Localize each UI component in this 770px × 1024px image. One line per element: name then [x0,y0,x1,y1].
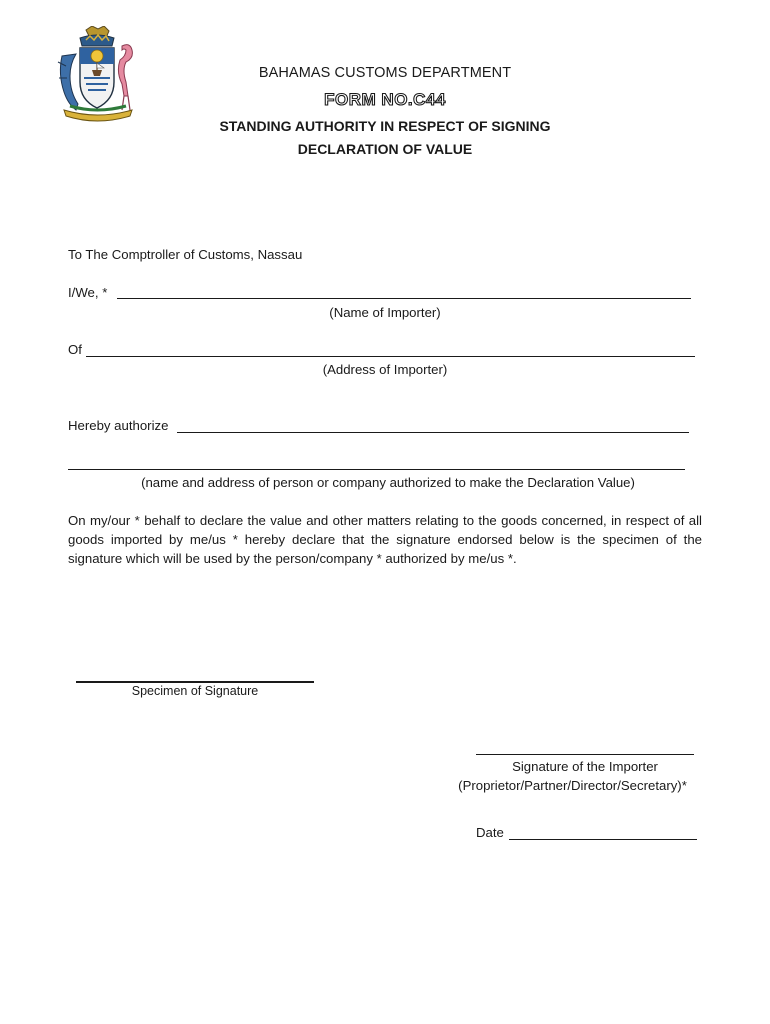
specimen-signature-field[interactable] [76,681,314,683]
authorized-person-field[interactable] [177,432,689,433]
importer-roles-caption: (Proprietor/Partner/Director/Secretary)* [458,778,687,793]
form-title-line1: STANDING AUTHORITY IN RESPECT OF SIGNING [219,118,551,134]
importer-address-field[interactable] [86,356,695,357]
date-field[interactable] [509,839,697,840]
declaration-paragraph: On my/our * behalf to declare the value and other matters relating to the goods concerned, in respect of all goods imported by me/us * hereby declare that the signature endorsed below is the specimen of the signature which will be used by the person/company * authorized by me/us *. [68,513,702,566]
importer-name-caption: (Name of Importer) [329,305,441,320]
form-title-line2: DECLARATION OF VALUE [297,141,473,157]
of-label: Of [68,342,82,357]
form-number: FORM NO.C44 [324,90,446,109]
addressee: To The Comptroller of Customs, Nassau [68,247,303,262]
importer-signature-caption: Signature of the Importer [512,759,658,774]
authorized-person-caption: (name and address of person or company authorized to make the Declaration Value) [141,475,635,490]
iwe-label: I/We, * [68,285,108,300]
importer-signature-field[interactable] [476,754,694,755]
importer-address-caption: (Address of Importer) [322,362,448,377]
department-name: BAHAMAS CUSTOMS DEPARTMENT [258,65,512,81]
date-label: Date [476,825,504,840]
authorize-label: Hereby authorize [68,418,169,433]
importer-name-field[interactable] [117,298,691,299]
authorized-person-field-line2[interactable] [68,469,685,470]
specimen-signature-caption: Specimen of Signature [131,684,259,698]
